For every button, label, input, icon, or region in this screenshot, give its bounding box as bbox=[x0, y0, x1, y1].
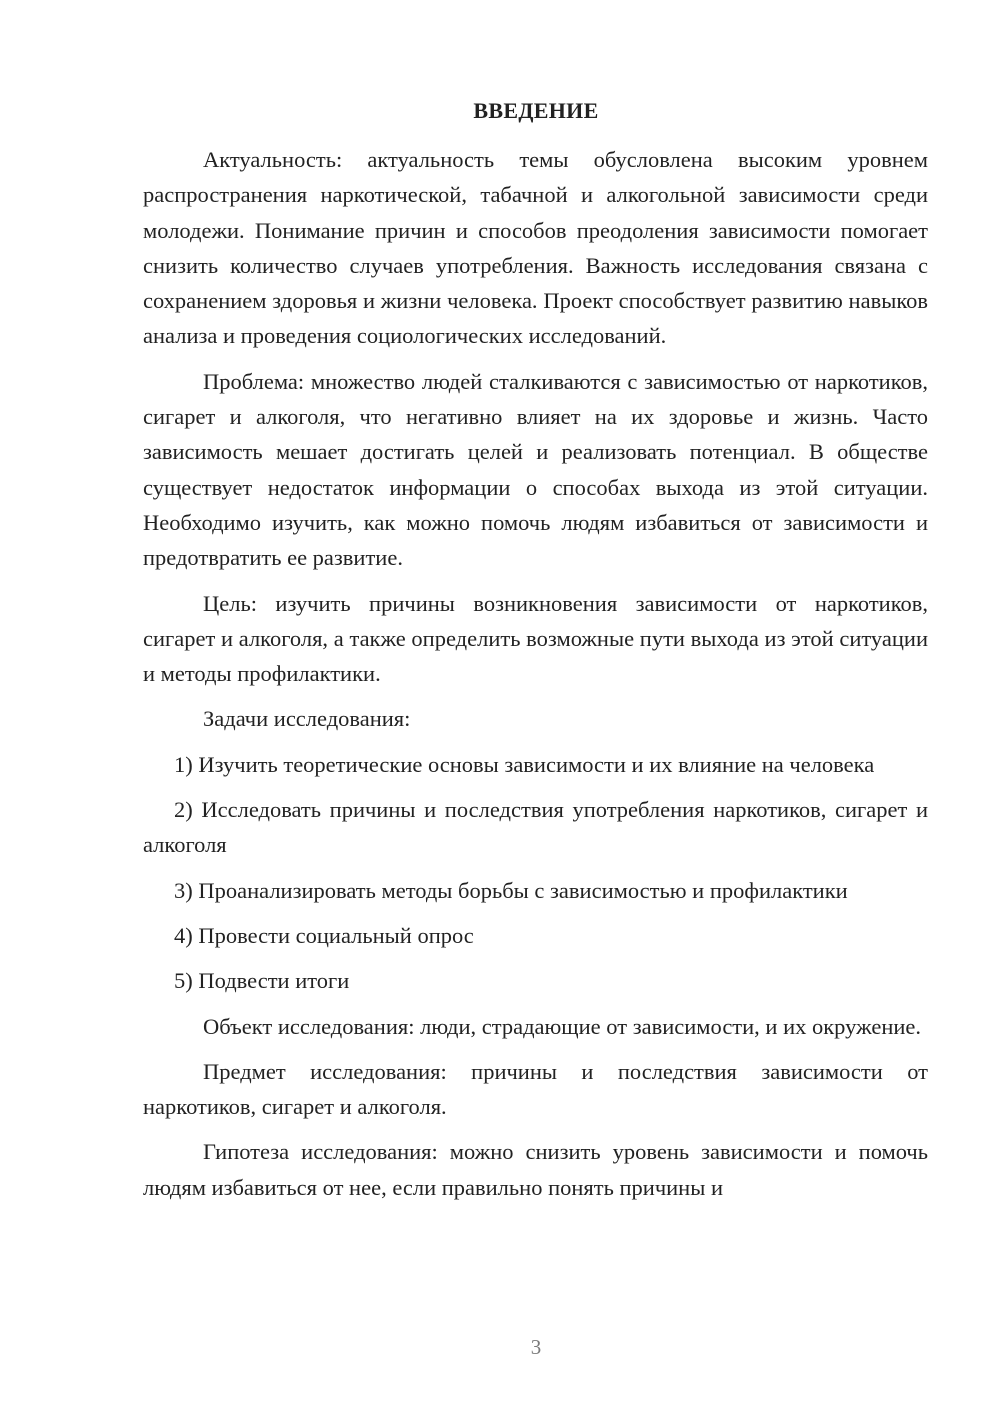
page-title: ВВЕДЕНИЕ bbox=[473, 98, 599, 123]
paragraph-hypothesis: Гипотеза исследования: можно снизить уровень зависимости и помочь людям избавиться от нее, если правильно понять причины и bbox=[143, 1139, 928, 1200]
task-item-5: 5) Подвести итоги bbox=[174, 968, 350, 994]
task-item-2: 2) Исследовать причины и последствия употребления наркотиков, сигарет и алкоголя bbox=[143, 797, 928, 858]
paragraph-subject: Предмет исследования: причины и последствия зависимости от наркотиков, сигарет и алкоголя. bbox=[143, 1058, 928, 1120]
document-body bbox=[143, 142, 928, 1215]
paragraph-goal: Цель: изучить причины возникновения зависимости от наркотиков, сигарет и алкоголя, а также определить возможные пути выхода из этой ситуации и методы профилактики. bbox=[143, 590, 928, 687]
paragraph-problem: Проблема: множество людей сталкиваются с зависимостью от наркотиков, сигарет и алкоголя, что негативно влияет на их здоровье и жизнь. Часто зависимость мешает достигать целей и реализовать потенциал. В обществе существует недостаток информации о способах выхода из этой ситуации. Необходимо изучить, как можно помочь людям избавиться от зависимости и предотвратить ее развитие. bbox=[143, 368, 928, 571]
task-item-4: 4) Провести социальный опрос bbox=[174, 922, 474, 948]
page-number: 3 bbox=[530, 1335, 542, 1359]
paragraph-object: Объект исследования: люди, страдающие от зависимости, и их окружение. bbox=[203, 1013, 922, 1039]
task-item-3: 3) Проанализировать методы борьбы с зависимостью и профилактики bbox=[174, 877, 848, 903]
paragraph-tasks-heading: Задачи исследования: bbox=[203, 706, 411, 732]
paragraph-relevance: Актуальность: актуальность темы обусловлена высоким уровнем распространения наркотической, табачной и алкогольной зависимости среди молодежи. Понимание причин и способов преодоления зависимости помогает снизить количество случаев употребления. Важность исследования связана с сохранением здоровья и жизни человека. Проект способствует развитию навыков анализа и проведения социологических исследований. bbox=[143, 147, 928, 349]
task-item-1: 1) Изучить теоретические основы зависимости и их влияние на человека bbox=[174, 751, 875, 777]
